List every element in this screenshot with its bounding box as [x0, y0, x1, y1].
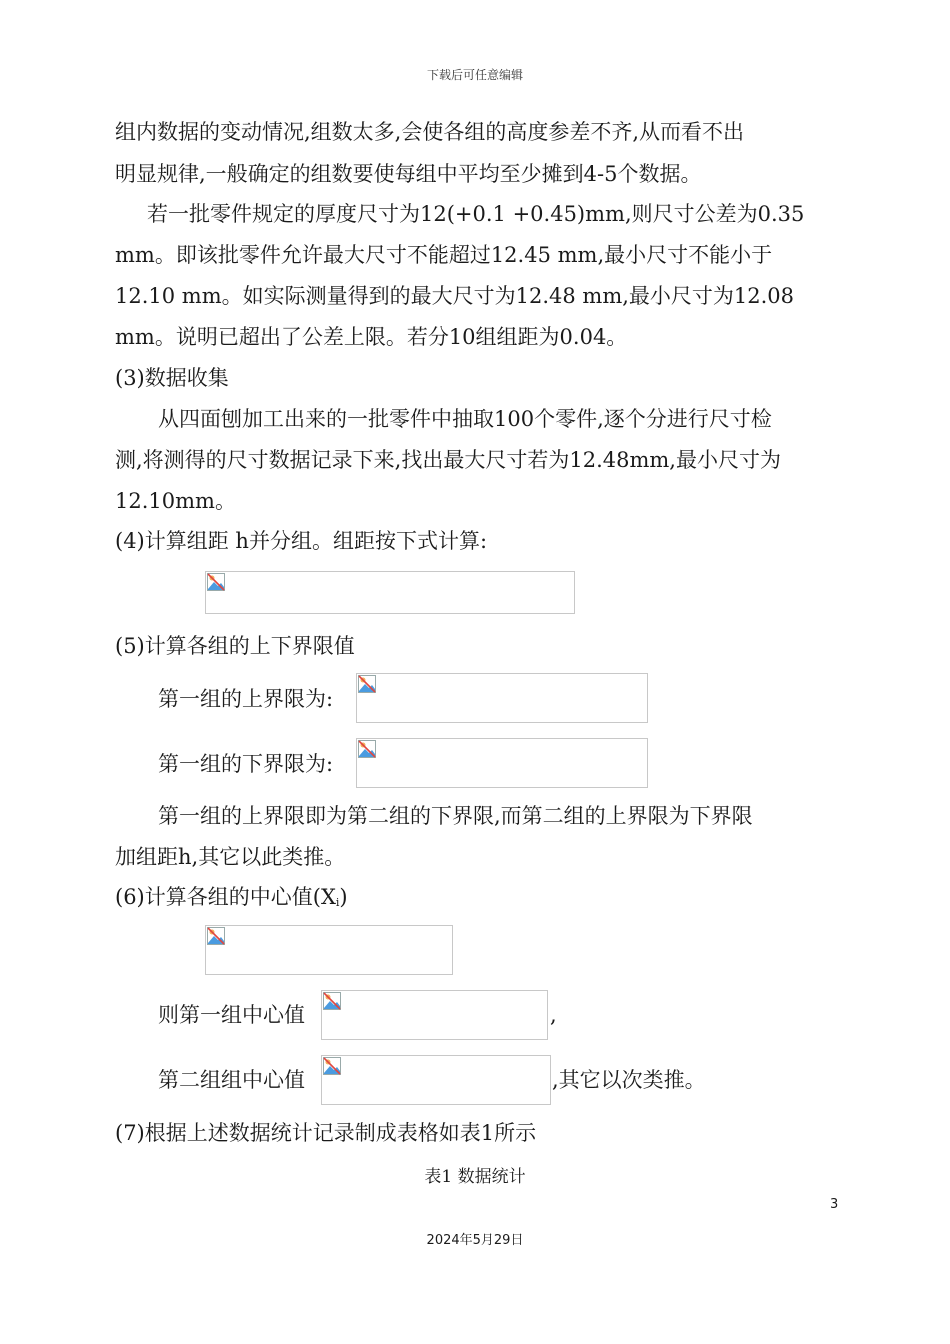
paragraph-line: 测,将测得的尺寸数据记录下来,找出最大尺寸若为12.48mm,最小尺寸为: [115, 448, 781, 472]
broken-image-icon: [323, 992, 341, 1010]
section-heading-3: (3)数据收集: [115, 366, 229, 390]
paragraph-line: 12.10 mm。如实际测量得到的最大尺寸为12.48 mm,最小尺寸为12.08: [115, 284, 795, 308]
page-number: 3: [830, 1197, 839, 1212]
center-value-2-label: 第二组组中心值: [158, 1068, 305, 1092]
formula-image-placeholder: [321, 1055, 551, 1105]
formula-image-placeholder: [205, 925, 453, 975]
table-caption: 表1 数据统计: [424, 1167, 526, 1187]
broken-image-icon: [207, 573, 225, 591]
lower-limit-label: 第一组的下界限为:: [158, 752, 334, 776]
paragraph-line: 若一批零件规定的厚度尺寸为12(+0.1 +0.45)mm,则尺寸公差为0.35: [147, 202, 805, 226]
page-header: 下载后可任意编辑: [426, 68, 523, 82]
upper-limit-label: 第一组的上界限为:: [158, 687, 334, 711]
section-heading-7: (7)根据上述数据统计记录制成表格如表1所示: [115, 1121, 537, 1145]
paragraph-line: 组内数据的变动情况,组数太多,会使各组的高度参差不齐,从而看不出: [115, 120, 745, 144]
center-value-2-suffix: ,其它以次类推。: [552, 1068, 706, 1092]
page-footer-date: 2024年5月29日: [426, 1233, 524, 1248]
formula-image-placeholder: [356, 673, 648, 723]
formula-image-placeholder: [356, 738, 648, 788]
formula-image-placeholder: [205, 571, 575, 614]
broken-image-icon: [323, 1057, 341, 1075]
paragraph-line: 从四面刨加工出来的一批零件中抽取100个零件,逐个分进行尺寸检: [158, 407, 772, 431]
paragraph-line: 12.10mm。: [115, 489, 236, 513]
broken-image-icon: [207, 927, 225, 945]
section-heading-4: (4)计算组距 h并分组。组距按下式计算:: [115, 529, 488, 553]
broken-image-icon: [358, 740, 376, 758]
section-heading-6: (6)计算各组的中心值$(X_i)$: [115, 885, 348, 909]
formula-image-placeholder: [321, 990, 548, 1040]
paragraph-line: 加组距h,其它以此类推。: [115, 845, 346, 869]
center-value-1-suffix: ,: [550, 1003, 557, 1027]
paragraph-line: 第一组的上界限即为第二组的下界限,而第二组的上界限为下界限: [158, 804, 753, 828]
paragraph-line: mm。即该批零件允许最大尺寸不能超过12.45 mm,最小尺寸不能小于: [115, 243, 773, 267]
section-heading-5: (5)计算各组的上下界限值: [115, 634, 355, 658]
paragraph-line: mm。说明已超出了公差上限。若分10组组距为0.04。: [115, 325, 628, 349]
center-value-1-label: 则第一组中心值: [158, 1003, 305, 1027]
broken-image-icon: [358, 675, 376, 693]
paragraph-line: 明显规律,一般确定的组数要使每组中平均至少摊到4-5个数据。: [115, 162, 702, 186]
